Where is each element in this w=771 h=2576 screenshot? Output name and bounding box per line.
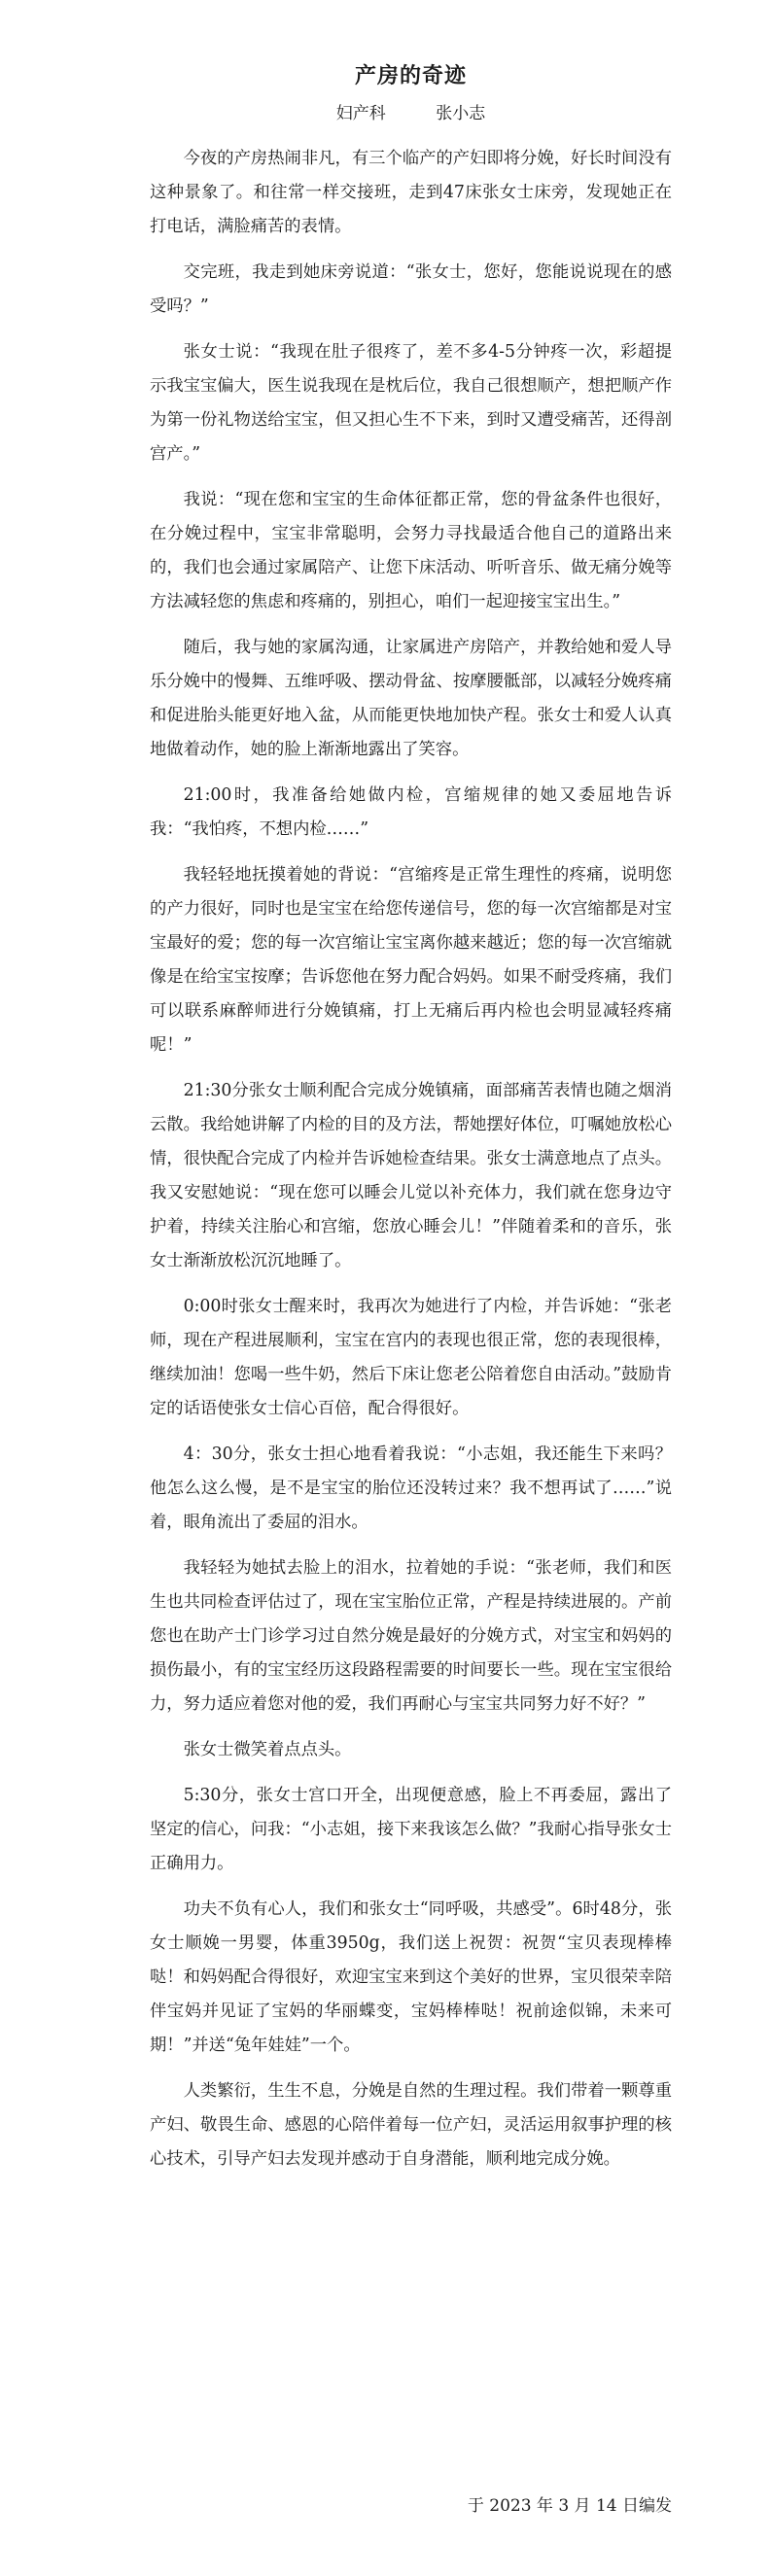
article-body	[150, 142, 672, 2176]
paragraph: 今夜的产房热闹非凡，有三个临产的产妇即将分娩，好长时间没有这种景象了。和往常一样交接班，走到47床张女士床旁，发现她正在打电话，满脸痛苦的表情。	[150, 149, 672, 236]
paragraph: 21:00时，我准备给她做内检，宫缩规律的她又委屈地告诉我：“我怕疼，不想内检……”	[150, 785, 672, 839]
paragraph: 我说：“现在您和宝宝的生命体征都正常，您的骨盆条件也很好，在分娩过程中，宝宝非常聪明，会努力寻找最适合他自己的道路出来的，我们也会通过家属陪产、让您下床活动、听听音乐、做无痛分娩等方法减轻您的焦虑和疼痛的，别担心，咱们一起迎接宝宝出生。”	[150, 490, 672, 611]
department-label: 妇产科	[335, 104, 386, 123]
paragraph: 交完班，我走到她床旁说道：“张女士，您好，您能说说现在的感受吗？”	[150, 262, 672, 316]
byline	[150, 101, 672, 126]
paragraph: 人类繁衍，生生不息，分娩是自然的生理过程。我们带着一颗尊重产妇、敬畏生命、感恩的心陪伴着每一位产妇，灵活运用叙事护理的核心技术，引导产妇去发现并感动于自身潜能，顺利地完成分娩。	[150, 2081, 672, 2169]
paragraph: 4：30分，张女士担心地看着我说：“小志姐，我还能生下来吗？他怎么这么慢，是不是宝宝的胎位还没转过来？我不想再试了……”说着，眼角流出了委屈的泪水。	[150, 1445, 672, 1532]
paragraph: 21:30分张女士顺利配合完成分娩镇痛，面部痛苦表情也随之烟消云散。我给她讲解了内检的目的及方法，帮她摆好体位，叮嘱她放松心情，很快配合完成了内检并告诉她检查结果。张女士满意地点了点头。我又安慰她说：“现在您可以睡会儿觉以补充体力，我们就在您身边守护着，持续关注胎心和宫缩，您放心睡会儿！”伴随着柔和的音乐，张女士渐渐放松沉沉地睡了。	[150, 1081, 672, 1271]
paragraph: 功夫不负有心人，我们和张女士“同呼吸，共感受”。6时48分，张女士顺娩一男婴，体重3950g，我们送上祝贺：祝贺“宝贝表现棒棒哒！和妈妈配合得很好，欢迎宝宝来到这个美好的世界，宝贝很荣幸陪伴宝妈并见证了宝妈的华丽蝶变，宝妈棒棒哒！祝前途似锦，未来可期！”并送“兔年娃娃”一个。	[150, 1899, 672, 2055]
paragraph: 随后，我与她的家属沟通，让家属进产房陪产，并教给她和爱人导乐分娩中的慢舞、五维呼吸、摆动骨盆、按摩腰骶部，以减轻分娩疼痛和促进胎头能更好地入盆，从而能更快地加快产程。张女士和爱人认真地做着动作，她的脸上渐渐地露出了笑容。	[150, 638, 672, 759]
paragraph: 我轻轻地抚摸着她的背说：“宫缩疼是正常生理性的疼痛，说明您的产力很好，同时也是宝宝在给您传递信号，您的每一次宫缩都是对宝宝最好的爱；您的每一次宫缩让宝宝离你越来越近；您的每一次宫缩就像是在给宝宝按摩；告诉您他在努力配合妈妈。如果不耐受疼痛，我们可以联系麻醉师进行分娩镇痛，打上无痛后再内检也会明显减轻疼痛呢！”	[150, 865, 672, 1055]
paragraph: 0:00时张女士醒来时，我再次为她进行了内检，并告诉她：“张老师，现在产程进展顺利，宝宝在宫内的表现也很正常，您的表现很棒，继续加油！您喝一些牛奶，然后下床让您老公陪着您自由活动。”鼓励肯定的话语使张女士信心百倍，配合得很好。	[150, 1297, 672, 1418]
author-name: 张小志	[436, 104, 486, 123]
paragraph: 张女士微笑着点点头。	[183, 1740, 352, 1759]
publish-date: 于 2023 年 3 月 14 日编发	[467, 2496, 672, 2516]
paragraph: 5:30分，张女士宫口开全，出现便意感，脸上不再委屈，露出了坚定的信心，问我：“小志姐，接下来我该怎么做？”我耐心指导张女士正确用力。	[150, 1786, 672, 1873]
paragraph: 张女士说：“我现在肚子很疼了，差不多4-5分钟疼一次，彩超提示我宝宝偏大，医生说我现在是枕后位，我自己很想顺产，想把顺产作为第一份礼物送给宝宝，但又担心生不下来，到时又遭受痛苦，还得剖宫产。”	[150, 342, 672, 464]
paragraph: 我轻轻为她拭去脸上的泪水，拉着她的手说：“张老师，我们和医生也共同检查评估过了，现在宝宝胎位正常，产程是持续进展的。产前您也在助产士门诊学习过自然分娩是最好的分娩方式，对宝宝和妈妈的损伤最小，有的宝宝经历这段路程需要的时间要长一些。现在宝宝很给力，努力适应着您对他的爱，我们再耐心与宝宝共同努力好不好？”	[150, 1558, 672, 1714]
document-title: 产房的奇迹	[354, 63, 467, 88]
